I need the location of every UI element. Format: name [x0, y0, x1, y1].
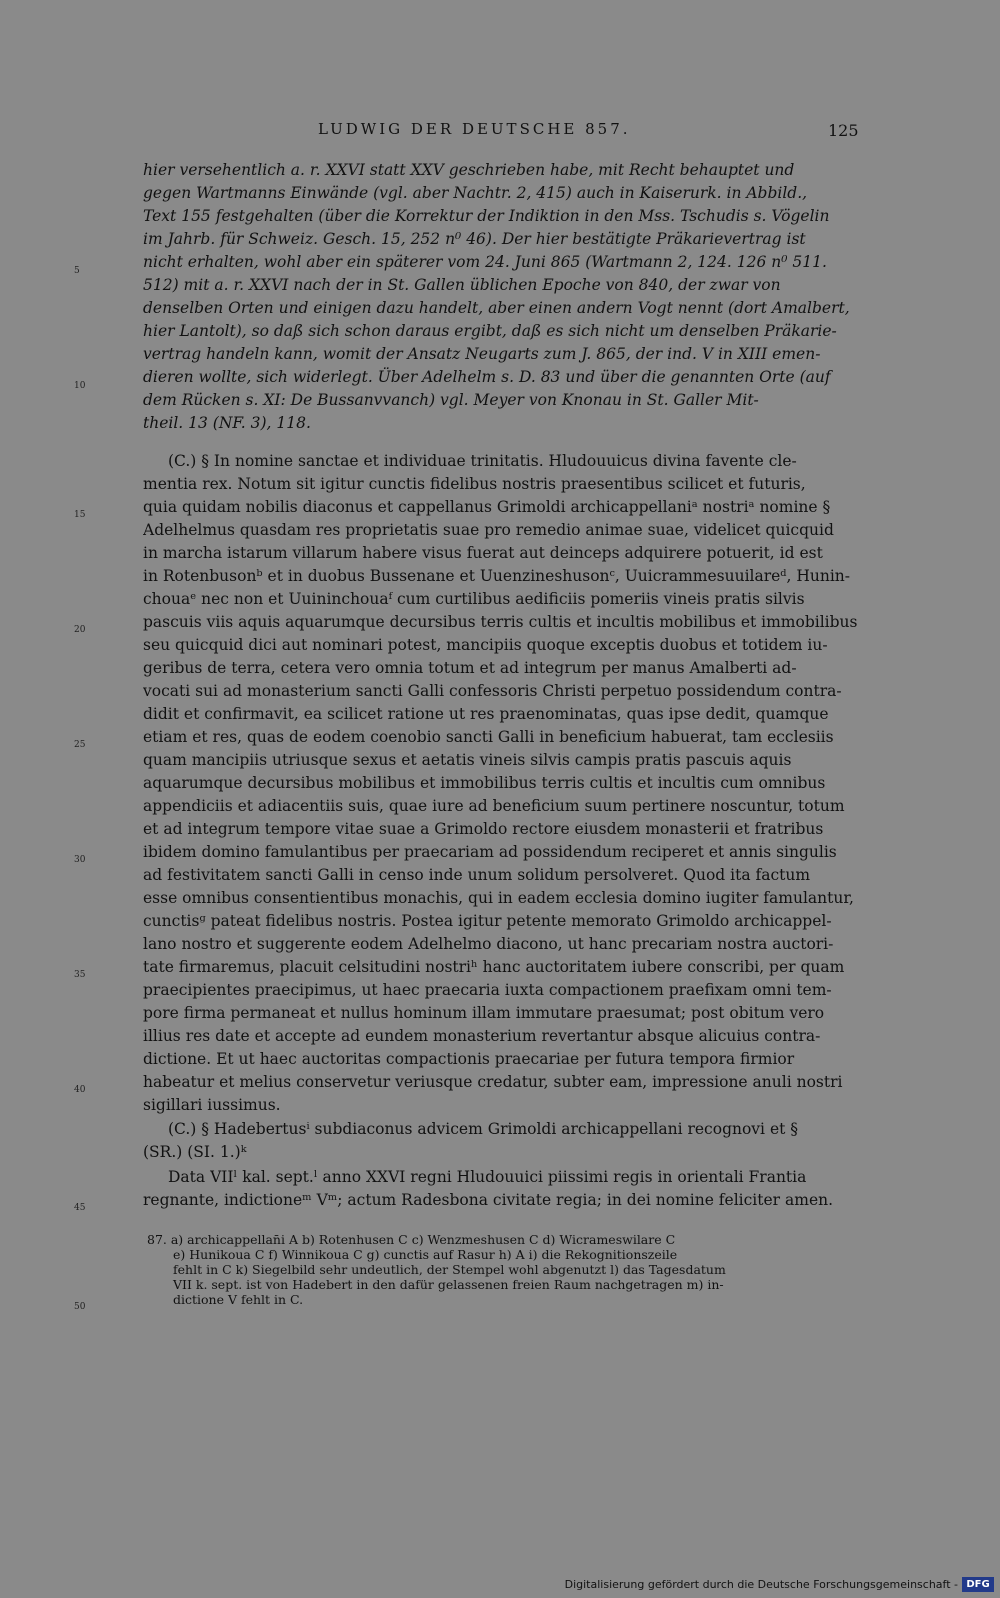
commentary-line: Text 155 festgehalten (über die Korrektur der Indiktion in den Mss. Tschudis s. Vögelin [143, 207, 830, 225]
charter-line: chouaᵉ nec non et Uuininchouaᶠ cum curtilibus aedificiis pomeriis vineis pratis silvis [143, 590, 805, 608]
line-number: 5 [74, 266, 80, 276]
commentary-line: im Jahrb. für Schweiz. Gesch. 15, 252 n⁰ 46). Der hier bestätigte Präkarievertrag ist [143, 230, 806, 248]
charter-line: quia quidam nobilis diaconus et cappellanus Grimoldi archicappellaniᵃ nostriᵃ nomine § [143, 498, 831, 516]
footnote-line: VII k. sept. ist von Hadebert in den dafür gelassenen freien Raum nachgetragen m) in- [173, 1277, 724, 1292]
charter-line: lano nostro et suggerente eodem Adelhelmo diacono, ut hanc precariam nostra auctori- [143, 935, 834, 953]
line-number: 20 [74, 625, 86, 635]
charter-line: ad festivitatem sancti Galli in censo inde unum solidum persolveret. Quod ita factum [143, 866, 811, 884]
line-number: 10 [74, 381, 86, 391]
line-number: 35 [74, 970, 86, 980]
charter-line: cunctisᵍ pateat fidelibus nostris. Postea igitur petente memorato Grimoldo archicappel- [143, 912, 832, 930]
charter-line: ibidem domino famulantibus per praecariam ad possidendum reciperet et annis singulis [143, 843, 837, 861]
charter-line: Adelhelmus quasdam res proprietatis suae pro remedio animae suae, videlicet quicquid [143, 521, 834, 539]
commentary-line: theil. 13 (NF. 3), 118. [143, 414, 311, 432]
line-number: 15 [74, 510, 86, 520]
commentary-line: gegen Wartmanns Einwände (vgl. aber Nachtr. 2, 415) auch in Kaiserurk. in Abbild., [143, 184, 808, 202]
charter-line: vocati sui ad monasterium sancti Galli confessoris Christi perpetuo possidendum contra- [143, 682, 842, 700]
commentary-line: dem Rücken s. XI: De Bussanvvanch) vgl. Meyer von Knonau in St. Galler Mit- [143, 391, 759, 409]
charter-line: appendiciis et adiacentiis suis, quae iure ad beneficium suum pertinere noscuntur, totum [143, 797, 845, 815]
footnote-line: 87. a) archicappellan̄i A b) Rotenhusen C c) Wenzmeshusen C d) Wicrameswilare C [147, 1232, 676, 1247]
credit-text: Digitalisierung gefördert durch die Deutsche Forschungsgemeinschaft - [564, 1578, 958, 1591]
charter-line: in Rotenbusonᵇ et in duobus Bussenane et Uuenzineshusonᶜ, Uuicrammesuuilareᵈ, Hunin- [143, 567, 851, 585]
running-head: LUDWIG DER DEUTSCHE 857. [318, 120, 631, 138]
footnote-line: dictione V fehlt in C. [173, 1292, 304, 1307]
page-number: 125 [828, 121, 859, 140]
commentary-line: 512) mit a. r. XXVI nach der in St. Gallen üblichen Epoche von 840, der zwar von [143, 276, 781, 294]
charter-line: sigillari iussimus. [143, 1096, 281, 1114]
charter-line: tate firmaremus, placuit celsitudini nostriʰ hanc auctoritatem iubere conscribi, per quam [143, 958, 845, 976]
charter-line: geribus de terra, cetera vero omnia totum et ad integrum per manus Amalberti ad- [143, 659, 797, 677]
commentary-line: hier versehentlich a. r. XXVI statt XXV geschrieben habe, mit Recht behauptet und [143, 161, 795, 179]
charter-line: pore firma permaneat et nullus hominum illam immutare praesumat; post obitum vero [143, 1004, 825, 1022]
dating-line: Data VIIˡ kal. sept.ˡ anno XXVI regni Hludouuici piissimi regis in orientali Frantia [168, 1168, 807, 1186]
charter-line: mentia rex. Notum sit igitur cunctis fidelibus nostris praesentibus scilicet et futuris, [143, 475, 806, 493]
charter-line: praecipientes praecipimus, ut haec praecaria iuxta compactionem praefixam omni tem- [143, 981, 832, 999]
charter-line: aquarumque decursibus mobilibus et immobilibus terris cultis et incultis cum omnibus [143, 774, 826, 792]
digitization-credit [565, 1577, 994, 1592]
commentary-line: denselben Orten und einigen dazu handelt, aber einen andern Vogt nennt (dort Amalbert, [143, 299, 850, 317]
charter-line: in marcha istarum villarum habere visus fuerat aut deinceps adquirere potuerit, id est [143, 544, 823, 562]
line-number: 50 [74, 1302, 86, 1312]
line-number: 25 [74, 740, 86, 750]
footnote-line: e) Hunikoua C f) Winnikoua C g) cunctis auf Rasur h) A i) die Rekognitionszeile [173, 1247, 678, 1262]
charter-line: (C.) § In nomine sanctae et individuae trinitatis. Hludouuicus divina favente cle- [168, 452, 797, 470]
dating-line: regnante, indictioneᵐ Vᵐ; actum Radesbona civitate regia; in dei nomine feliciter amen. [143, 1191, 834, 1209]
charter-line: didit et confirmavit, ea scilicet ratione ut res praenominatas, quas ipse dedit, quamque [143, 705, 829, 723]
charter-line: etiam et res, quas de eodem coenobio sancti Galli in beneficium habuerat, tam ecclesiis [143, 728, 834, 746]
charter-line: et ad integrum tempore vitae suae a Grimoldo rectore eiusdem monasterii et fratribus [143, 820, 824, 838]
charter-line: habeatur et melius conservetur veriusque credatur, subter eam, impressione anuli nostri [143, 1073, 843, 1091]
dfg-logo-icon: DFG [962, 1577, 994, 1592]
charter-line: pascuis viis aquis aquarumque decursibus terris cultis et incultis mobilibus et immobilibus [143, 613, 858, 631]
charter-line: quam mancipiis utriusque sexus et aetatis vineis silvis campis pratis pascuis aquis [143, 751, 792, 769]
charter-line: illius res date et accepte ad eundem monasterium revertantur absque alicuius contra- [143, 1027, 821, 1045]
recognition-line: (C.) § Hadebertusⁱ subdiaconus advicem Grimoldi archicappellani recognovi et § [168, 1120, 799, 1138]
charter-line: esse omnibus consentientibus monachis, qui in eadem ecclesia domino iugiter famulantur, [143, 889, 854, 907]
commentary-line: vertrag handeln kann, womit der Ansatz Neugarts zum J. 865, der ind. V in XIII emen- [143, 345, 821, 363]
charter-line: dictione. Et ut haec auctoritas compactionis praecariae per futura tempora firmior [143, 1050, 795, 1068]
footnote-line: fehlt in C k) Siegelbild sehr undeutlich, der Stempel wohl abgenutzt l) das Tagesdatum [173, 1262, 726, 1277]
line-number: 30 [74, 855, 86, 865]
charter-line: seu quicquid dici aut nominari potest, mancipiis quoque exceptis duobus et totidem iu- [143, 636, 828, 654]
line-number: 45 [74, 1203, 86, 1213]
commentary-line: nicht erhalten, wohl aber ein späterer vom 24. Juni 865 (Wartmann 2, 124. 126 n⁰ 511. [143, 253, 827, 271]
seal-line: (SR.) (SI. 1.)ᵏ [143, 1143, 247, 1161]
commentary-line: hier Lantolt), so daß sich schon daraus ergibt, daß es sich nicht um denselben Präkarie- [143, 322, 837, 340]
line-number: 40 [74, 1085, 86, 1095]
commentary-line: dieren wollte, sich widerlegt. Über Adelhelm s. D. 83 und über die genannten Orte (auf [143, 368, 831, 386]
